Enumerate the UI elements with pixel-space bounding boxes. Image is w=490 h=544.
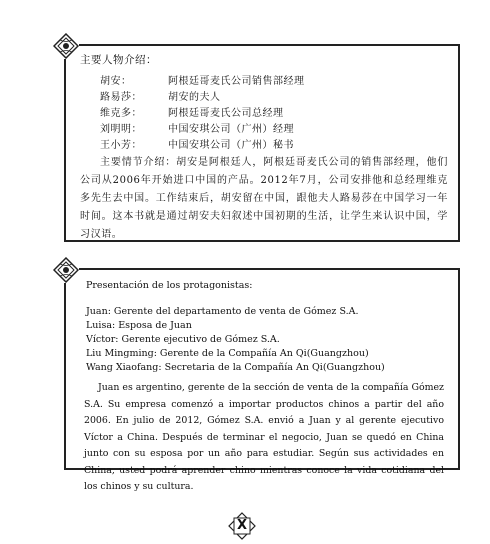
cn-character-role: 中国安琪公司（广州）秘书 xyxy=(168,140,294,151)
es-character-line: Wang Xiaofang: Secretaria de la Compañía An Qi(Guangzhou) xyxy=(86,362,385,373)
es-characters-heading: Presentación de los protagonistas: xyxy=(86,280,253,291)
page-number: X xyxy=(236,518,248,533)
cn-character-name: 路易莎： xyxy=(100,92,142,103)
cn-characters-heading: 主要人物介绍： xyxy=(80,54,157,66)
es-character-line: Luisa: Esposa de Juan xyxy=(86,320,192,331)
spanish-intro-box xyxy=(64,268,460,492)
cn-plot-paragraph: 主要情节介绍：胡安是阿根廷人，阿根廷哥麦氏公司的销售部经理，他们公司从2006年开始进口中国的产品。2012年7月，公司安排他和总经理维克多先生去中国。工作结束后，胡安留在中国，跟他夫人路易莎在中国学习一年时间。这本书就是通过胡安夫妇叙述中国初期的生活，让学生来认识中国，学习汉语。 xyxy=(80,157,448,240)
cn-character-name: 维克多： xyxy=(100,108,142,119)
cn-character-name: 刘明明： xyxy=(100,124,142,135)
es-character-line: Juan: Gerente del departamento de venta de Gómez S.A. xyxy=(86,306,359,317)
cn-character-name: 王小芳： xyxy=(100,140,142,151)
ornament-corner-icon xyxy=(53,33,79,59)
chinese-intro-box xyxy=(64,44,460,242)
cn-character-role: 胡安的夫人 xyxy=(168,92,221,103)
cn-character-role: 中国安琪公司（广州）经理 xyxy=(168,124,294,135)
es-character-line: Víctor: Gerente ejecutivo de Gómez S.A. xyxy=(86,334,280,345)
cn-character-role: 阿根廷哥麦氏公司总经理 xyxy=(168,108,284,119)
cn-character-role: 阿根廷哥麦氏公司销售部经理 xyxy=(168,76,305,87)
page-number-mark xyxy=(228,512,256,540)
es-plot-paragraph: Juan es argentino, gerente de la sección de venta de la compañía Gómez S.A. Su empresa comenzó a importar productos chinos a partir del año 2006. En julio de 2012, Gómez S.A. envió a Juan y al gerente ejecutivo Víctor a China. Después de terminar el negocio, Juan se quedó en China junto con su esposa por un año para estudiar. Según sus actividades en China, usted podrá aprender chino mientras conoce la vida cotidiana del los chinos y su cultura. xyxy=(84,382,444,492)
cn-character-name: 胡安： xyxy=(100,76,132,87)
es-character-line: Liu Mingming: Gerente de la Compañía An Qi(Guangzhou) xyxy=(86,348,369,359)
ornament-corner-icon xyxy=(53,257,79,283)
